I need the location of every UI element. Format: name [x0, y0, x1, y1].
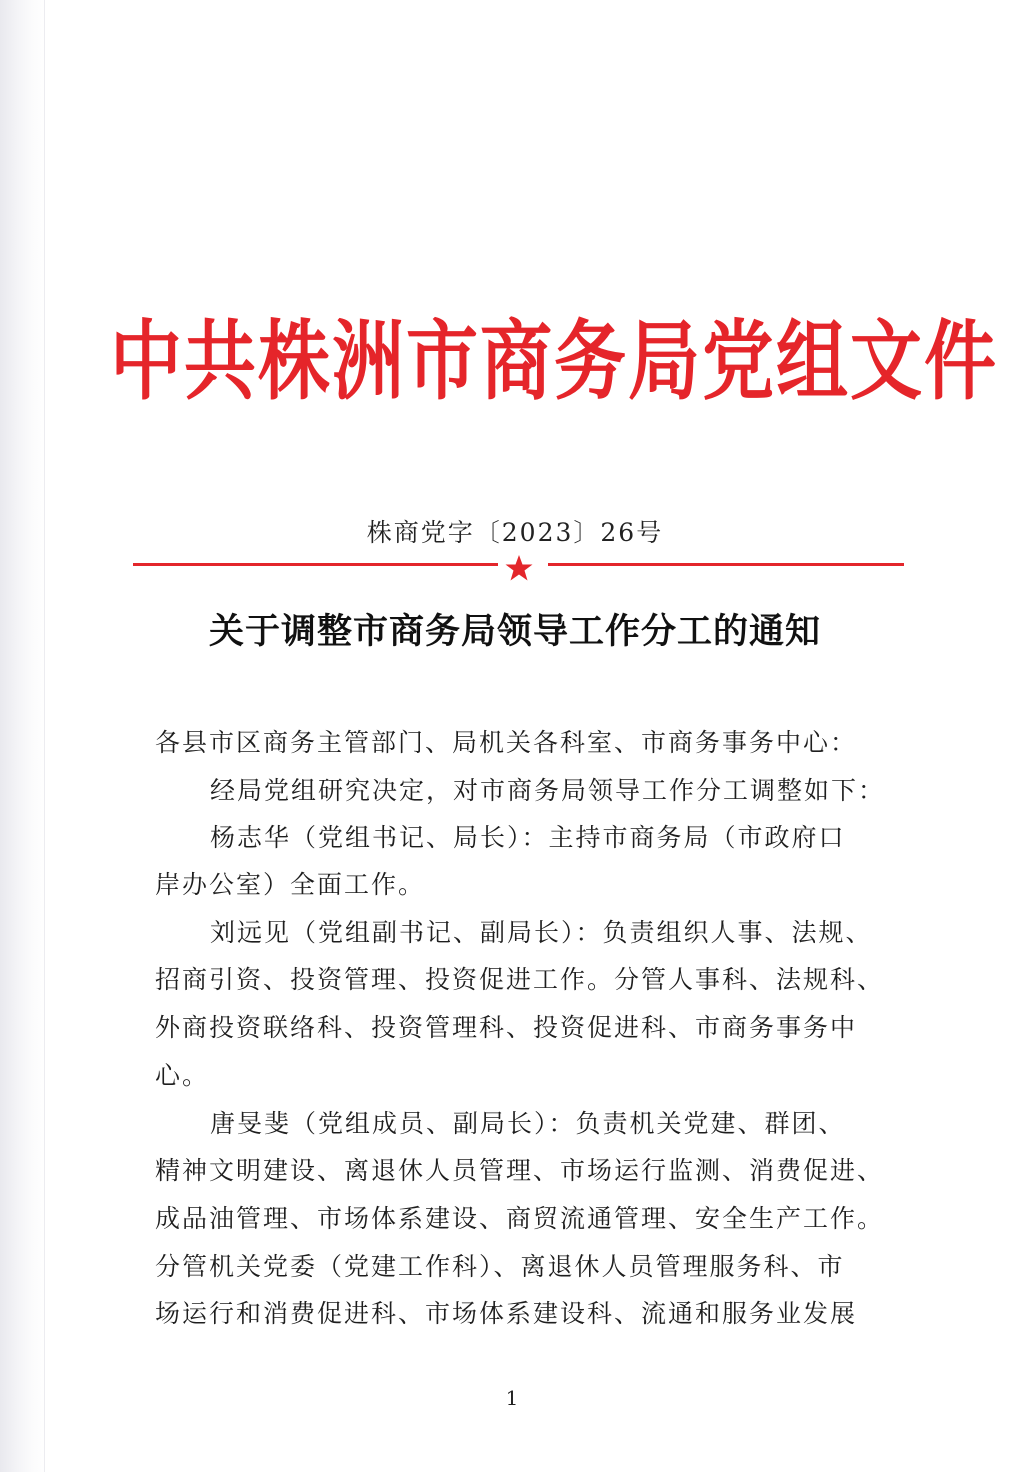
document-number: 株商党字〔2023〕26号 — [366, 518, 664, 547]
body-line: 杨志华（党组书记、局长）：主持市商务局（市政府口 — [210, 823, 846, 852]
body-line: 岸办公室）全面工作。 — [155, 870, 426, 899]
body-line: 招商引资、投资管理、投资促进工作。分管人事科、法规科、 — [155, 965, 885, 994]
red-rule-left — [133, 563, 498, 566]
notice-title: 关于调整市商务局领导工作分工的通知 — [208, 611, 821, 652]
red-star-icon — [504, 553, 534, 583]
body-line: 唐旻斐（党组成员、副局长）：负责机关党建、群团、 — [210, 1109, 846, 1138]
body-line: 刘远见（党组副书记、副局长）：负责组织人事、法规、 — [210, 918, 873, 947]
page-number: 1 — [505, 1386, 519, 1410]
scan-edge-line — [44, 0, 45, 1472]
scan-edge-shadow — [0, 0, 46, 1472]
body-line: 经局党组研究决定，对市商务局领导工作分工调整如下： — [210, 776, 886, 805]
body-line: 精神文明建设、离退休人员管理、市场运行监测、消费促进、 — [155, 1156, 885, 1185]
body-line: 各县市区商务主管部门、局机关各科室、市商务事务中心： — [155, 728, 858, 757]
body-line: 心。 — [155, 1061, 210, 1090]
body-line: 外商投资联络科、投资管理科、投资促进科、市商务事务中 — [155, 1013, 858, 1042]
body-line: 分管机关党委（党建工作科）、离退休人员管理服务科、市 — [155, 1252, 845, 1281]
document-header-title: 中共株洲市商务局党组文件 — [110, 310, 999, 412]
body-line: 成品油管理、市场体系建设、商贸流通管理、安全生产工作。 — [155, 1204, 885, 1233]
red-rule-right — [548, 563, 904, 566]
body-line: 场运行和消费促进科、市场体系建设科、流通和服务业发展 — [155, 1299, 858, 1328]
